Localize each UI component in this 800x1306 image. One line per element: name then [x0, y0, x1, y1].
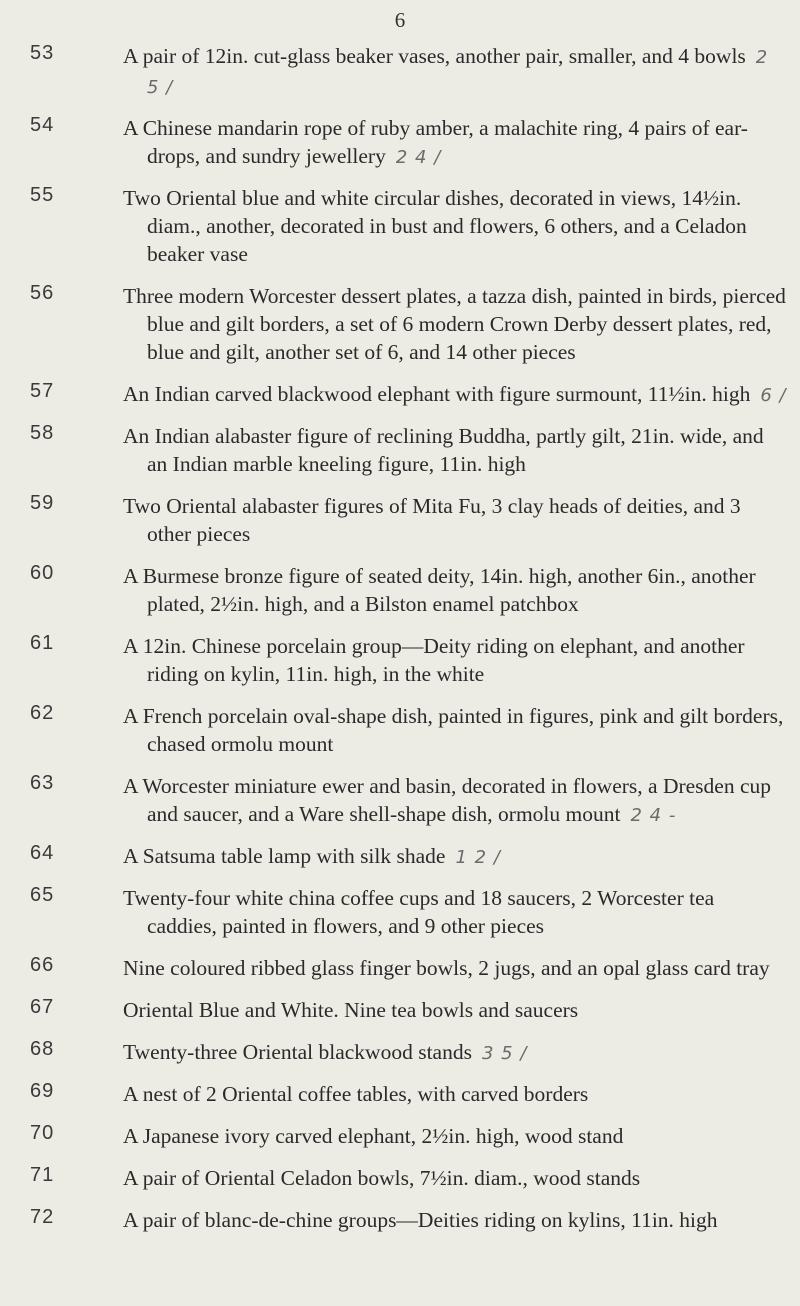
lot-item — [0, 954, 800, 984]
lot-description — [123, 562, 787, 620]
lot-description — [123, 282, 787, 368]
lot-number: 59 — [30, 492, 55, 514]
handwritten-price: 2 5 / — [147, 47, 769, 98]
lot-description — [123, 114, 787, 172]
lot-item — [0, 1080, 800, 1110]
lot-item — [0, 884, 800, 942]
lot-number: 63 — [30, 772, 55, 794]
lot-item — [0, 184, 800, 270]
lot-text: A pair of blanc-de-chine groups—Deities riding on kylins, 11in. high — [123, 1208, 718, 1232]
lot-text: A 12in. Chinese porcelain group—Deity riding on elephant, and another riding on kylin, 11in. high, in the white — [123, 634, 745, 686]
lot-number: 54 — [30, 114, 55, 136]
lot-item — [0, 492, 800, 550]
lot-item — [0, 702, 800, 760]
lot-text: A French porcelain oval-shape dish, painted in figures, pink and gilt borders, chased ormolu mount — [123, 704, 784, 756]
lot-item — [0, 562, 800, 620]
lot-text: A Worcester miniature ewer and basin, decorated in flowers, a Dresden cup and saucer, and a Ware shell-shape dish, ormolu mount — [123, 774, 772, 826]
lot-description — [123, 954, 787, 984]
lot-number: 61 — [30, 632, 55, 654]
lot-item — [0, 1164, 800, 1194]
lot-number: 53 — [30, 42, 55, 64]
lot-description — [123, 772, 787, 830]
lot-description — [123, 1038, 787, 1068]
lot-item — [0, 282, 800, 368]
lot-number: 72 — [30, 1206, 55, 1228]
lot-item — [0, 772, 800, 830]
lot-description — [123, 702, 787, 760]
lot-number: 64 — [30, 842, 55, 864]
page-number: 6 — [394, 8, 406, 32]
lot-description — [123, 884, 787, 942]
lot-number: 70 — [30, 1122, 55, 1144]
lot-item — [0, 1122, 800, 1152]
lot-item — [0, 996, 800, 1026]
lot-description — [123, 184, 787, 270]
lot-text: Two Oriental blue and white circular dishes, decorated in views, 14½in. diam., another, decorated in bust and flowers, 6 others, and a Celadon beaker vase — [123, 186, 747, 266]
lot-item — [0, 114, 800, 172]
lot-number: 66 — [30, 954, 55, 976]
lot-text: A nest of 2 Oriental coffee tables, with carved borders — [123, 1082, 589, 1106]
handwritten-price: 1 2 / — [455, 847, 501, 868]
lot-text: An Indian carved blackwood elephant with figure surmount, 11½in. high — [123, 382, 751, 406]
lot-text: Two Oriental alabaster figures of Mita Fu, 3 clay heads of deities, and 3 other pieces — [123, 494, 741, 546]
lot-item — [0, 380, 800, 410]
lot-number: 69 — [30, 1080, 55, 1102]
lot-description — [123, 422, 787, 480]
lot-list — [0, 42, 800, 1248]
lot-description — [123, 632, 787, 690]
lot-number: 58 — [30, 422, 55, 444]
lot-description — [123, 1080, 787, 1110]
lot-description — [123, 42, 787, 102]
lot-number: 71 — [30, 1164, 55, 1186]
lot-text: A Chinese mandarin rope of ruby amber, a malachite ring, 4 pairs of ear-drops, and sundry jewellery — [123, 116, 748, 168]
lot-text: Oriental Blue and White. Nine tea bowls and saucers — [123, 998, 579, 1022]
lot-text: Twenty-four white china coffee cups and 18 saucers, 2 Worcester tea caddies, painted in flowers, and 9 other pieces — [123, 886, 715, 938]
lot-description — [123, 1122, 787, 1152]
handwritten-price: 3 5 / — [481, 1043, 528, 1064]
lot-text: A pair of Oriental Celadon bowls, 7½in. diam., wood stands — [123, 1166, 641, 1190]
lot-number: 67 — [30, 996, 55, 1018]
lot-description — [123, 492, 787, 550]
lot-item — [0, 1038, 800, 1068]
handwritten-price: 2 4 - — [630, 805, 677, 826]
lot-number: 68 — [30, 1038, 55, 1060]
lot-item — [0, 632, 800, 690]
lot-number: 57 — [30, 380, 55, 402]
lot-text: A Japanese ivory carved elephant, 2½in. high, wood stand — [123, 1124, 624, 1148]
lot-text: Twenty-three Oriental blackwood stands — [123, 1040, 472, 1064]
lot-item — [0, 42, 800, 102]
lot-description — [123, 842, 787, 872]
lot-text: A Burmese bronze figure of seated deity, 14in. high, another 6in., another plated, 2½in. high, and a Bilston enamel patchbox — [123, 564, 756, 616]
lot-description — [123, 380, 787, 410]
handwritten-price: 6 / — [760, 385, 787, 406]
lot-text: Nine coloured ribbed glass finger bowls, 2 jugs, and an opal glass card tray — [123, 956, 770, 980]
lot-number: 62 — [30, 702, 55, 724]
lot-text: Three modern Worcester dessert plates, a tazza dish, painted in birds, pierced blue and gilt borders, a set of 6 modern Crown Derby dessert plates, red, blue and gilt, another set of 6, and 14 other pieces — [123, 284, 786, 364]
lot-number: 65 — [30, 884, 55, 906]
lot-number: 60 — [30, 562, 55, 584]
handwritten-price: 2 4 / — [395, 147, 442, 168]
lot-text: An Indian alabaster figure of reclining Buddha, partly gilt, 21in. wide, and an Indian marble kneeling figure, 11in. high — [123, 424, 764, 476]
lot-description — [123, 1164, 787, 1194]
lot-description — [123, 1206, 787, 1236]
lot-number: 56 — [30, 282, 55, 304]
lot-item — [0, 422, 800, 480]
lot-text: A Satsuma table lamp with silk shade — [123, 844, 446, 868]
lot-text: A pair of 12in. cut-glass beaker vases, another pair, smaller, and 4 bowls — [123, 44, 746, 68]
lot-item — [0, 1206, 800, 1236]
lot-description — [123, 996, 787, 1026]
lot-item — [0, 842, 800, 872]
lot-number: 55 — [30, 184, 55, 206]
